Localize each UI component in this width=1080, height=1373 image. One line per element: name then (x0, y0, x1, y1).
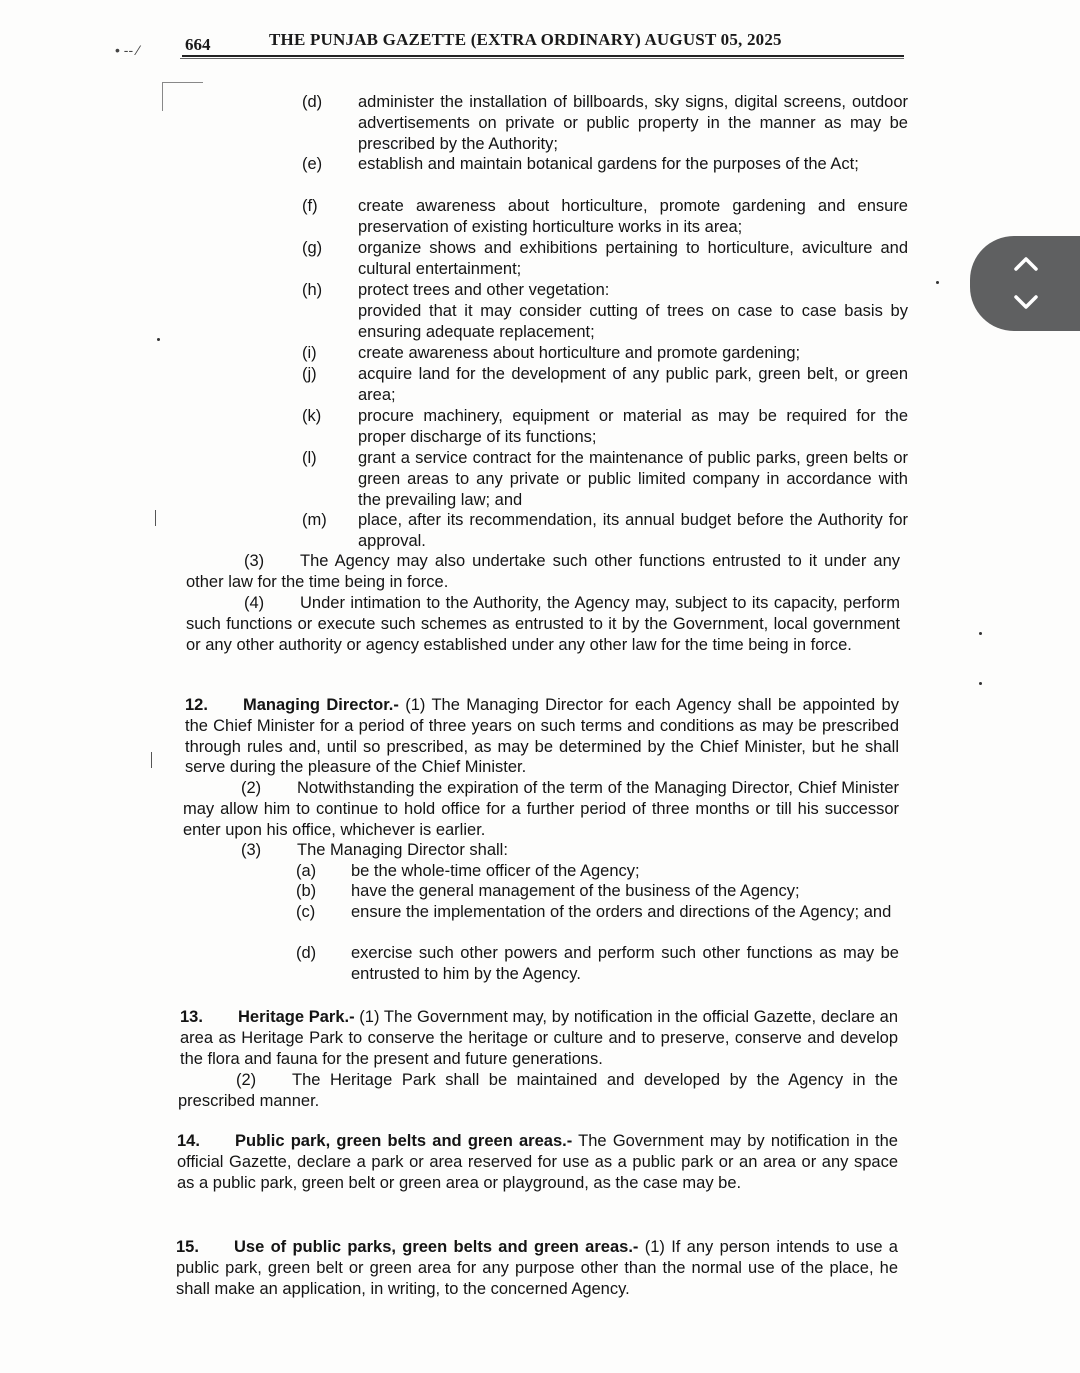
subsection-text: Under intimation to the Authority, the Agency may, subject to its capacity, perform such functions or execute such schemes as entrusted to it by the Government, local government or any other authority or agency established under any other law for the time being in force. (186, 594, 900, 654)
chevron-down-icon (1010, 286, 1042, 318)
margin-mark (151, 752, 152, 768)
page-nav-pill (970, 236, 1080, 331)
section-13 (180, 1007, 898, 1069)
header-rule-thin (180, 58, 904, 59)
section-12 (185, 695, 899, 778)
item-text: place, after its recommendation, its annual budget before the Authority for approval. (358, 511, 908, 550)
page-number: 664 (185, 35, 211, 54)
item-text: grant a service contract for the maintenance of public parks, green belts or green areas to any private or public limited company in accordance with the prevailing law; and (358, 449, 908, 509)
section-text: (1) The Managing Director for each Agency shall be appointed by the Chief Minister for a period of three years on such terms and conditions as may be prescribed through rules and, until so prescribed, as may be determined by the Chief Minister, but he shall serve during the pleasure of the Chief Minister. (185, 696, 899, 777)
margin-bracket (162, 82, 203, 111)
section-12-sub2 (183, 778, 899, 840)
item-text: organize shows and exhibitions pertaining to horticulture, aviculture and cultural entertainment; (358, 239, 908, 278)
item-label: (k) (302, 407, 322, 425)
item-text: establish and maintain botanical gardens for the purposes of the Act; (358, 155, 859, 173)
item-label: (j) (302, 365, 317, 383)
subsection-label: (3) (244, 552, 265, 570)
subsection-label: (3) (241, 841, 262, 859)
item-text: have the general management of the business of the Agency; (351, 882, 800, 900)
item-label: (d) (302, 93, 323, 111)
item-label: (i) (302, 344, 317, 362)
header-rule (182, 55, 904, 57)
item-text: create awareness about horticulture and promote gardening; (358, 344, 801, 362)
section-14 (177, 1131, 898, 1193)
item-label: (l) (302, 449, 317, 467)
section-heading: Managing Director.- (243, 696, 399, 714)
item-text: exercise such other powers and perform such other functions as may be entrusted to him by the Agency. (351, 944, 899, 983)
item-label: (h) (302, 281, 323, 299)
margin-scribble: • -- ⁄ (115, 42, 140, 58)
section-15 (176, 1237, 898, 1299)
section-heading: Public park, green belts and green areas.- (235, 1132, 573, 1150)
item-text: acquire land for the development of any public park, green belt, or green area; (358, 365, 908, 404)
item-label: (d) (296, 944, 317, 962)
next-page-button[interactable] (1010, 286, 1042, 318)
subsection-3 (186, 551, 900, 593)
chevron-up-icon (1010, 248, 1042, 280)
item-label: (b) (296, 882, 317, 900)
section-heading: Heritage Park.- (238, 1008, 355, 1026)
item-text: be the whole-time officer of the Agency; (351, 862, 640, 880)
section-number: 14. (177, 1132, 200, 1150)
subsection-text: The Agency may also undertake such other functions entrusted to it under any other law for the time being in force. (186, 552, 900, 591)
item-label: (m) (302, 511, 327, 529)
section-number: 15. (176, 1238, 199, 1256)
section-13-sub2 (178, 1070, 898, 1112)
scan-speck (157, 338, 160, 341)
section-number: 13. (180, 1008, 203, 1026)
section-text: (1) If any person intends to use a public park, green belt or green area for any purpose other than the normal use of the place, he shall make an application, in writing, to the concerned Agency. (176, 1238, 898, 1298)
scan-speck (936, 281, 939, 284)
item-label: (g) (302, 239, 323, 257)
subsection-4 (186, 593, 900, 655)
item-text: administer the installation of billboards, sky signs, digital screens, outdoor advertisements on private or public property in the manner as may be prescribed by the Authority; (358, 93, 908, 153)
subsection-label: (2) (241, 779, 262, 797)
item-text: procure machinery, equipment or material as may be required for the proper discharge of its functions; (358, 407, 908, 446)
margin-mark (155, 510, 156, 526)
scan-speck (979, 682, 982, 685)
subsection-text: The Managing Director shall: (297, 841, 508, 859)
item-label: (f) (302, 197, 318, 215)
section-12-sub3 (183, 840, 899, 861)
item-label: (e) (302, 155, 323, 173)
proviso-text: provided that it may consider cutting of trees on case to case basis by ensuring adequate replacement; (358, 302, 908, 341)
subsection-label: (4) (244, 594, 265, 612)
section-text: The Government may by notification in the official Gazette, declare a park or area reserved for use as a public park or an area or any space as a public park, green belt or green area or playground, as the case may be. (177, 1132, 898, 1192)
subsection-text: The Heritage Park shall be maintained and developed by the Agency in the prescribed manner. (178, 1071, 898, 1110)
section-text: (1) The Government may, by notification in the official Gazette, declare an area as Heritage Park to conserve the heritage or culture and to preserve, conserve and develop the flora and fauna for the present and future generations. (180, 1008, 898, 1068)
subsection-text: Notwithstanding the expiration of the term of the Managing Director, Chief Minister may allow him to continue to hold office for a further period of three months or till his successor enter upon his office, whichever is earlier. (183, 779, 899, 839)
subsection-label: (2) (236, 1071, 257, 1089)
item-text: protect trees and other vegetation: (358, 281, 610, 299)
gazette-title: THE PUNJAB GAZETTE (EXTRA ORDINARY) AUGUST 05, 2025 (269, 30, 782, 49)
item-text: ensure the implementation of the orders and directions of the Agency; and (351, 903, 892, 921)
scan-speck (979, 632, 982, 635)
item-label: (a) (296, 862, 317, 880)
item-label: (c) (296, 903, 316, 921)
item-text: create awareness about horticulture, promote gardening and ensure preservation of existing horticulture works in its area; (358, 197, 908, 236)
section-number: 12. (185, 696, 208, 714)
previous-page-button[interactable] (1010, 248, 1042, 280)
section-heading: Use of public parks, green belts and green areas.- (234, 1238, 639, 1256)
